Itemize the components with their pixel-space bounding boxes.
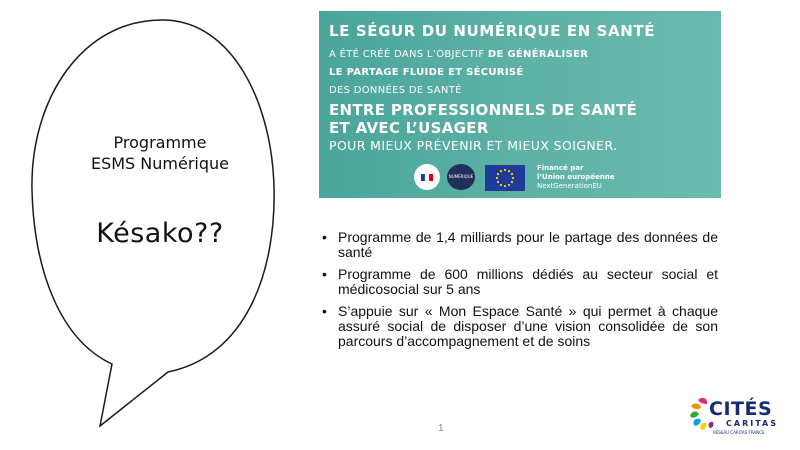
- bullet-marker: •: [322, 266, 327, 282]
- eu-flag-icon: [485, 165, 525, 191]
- cites-caritas-logo: [688, 394, 788, 444]
- banner-line5: ENTRE PROFESSIONNELS DE SANTÉ: [329, 101, 638, 119]
- ma-sante-numerique-logo: NUMÉRIQUE: [447, 164, 475, 190]
- logo-subtitle: CARITAS: [726, 419, 778, 428]
- bullet-list: [322, 230, 718, 356]
- france-flag-icon: [414, 164, 440, 190]
- bubble-title-line2: ESMS Numérique: [90, 154, 229, 173]
- bubble-text: [40, 132, 280, 249]
- france-relance-logo: [414, 164, 440, 190]
- banner-line7: POUR MIEUX PRÉVENIR ET MIEUX SOIGNER.: [329, 138, 618, 153]
- bullet-marker: •: [322, 229, 327, 245]
- banner-line3: LE PARTAGE FLUIDE ET SÉCURISÉ: [329, 67, 524, 78]
- bullet-marker: •: [322, 303, 327, 319]
- list-item: [322, 230, 718, 260]
- page-number: 1: [438, 423, 444, 434]
- bullet-text: Programme de 600 millions dédiés au secteur social et médicosocial sur 5 ans: [338, 266, 718, 297]
- logo-wordmark: CITÉS: [709, 398, 773, 420]
- bullet-text: Programme de 1,4 milliards pour le partage des données de santé: [338, 229, 718, 260]
- banner-line2: A ÉTÉ CRÉÉ DANS L’OBJECTIF DE GÉNÉRALISER: [329, 49, 589, 60]
- list-item: [322, 304, 718, 349]
- bullet-text: S’appuie sur « Mon Espace Santé » qui permet à chaque assuré social de disposer d’une vision consolidée de son parcours d’accompagnement et de soins: [338, 303, 718, 349]
- list-item: [322, 267, 718, 297]
- banner-line6: ET AVEC L’USAGER: [329, 119, 489, 137]
- banner-headline: LE SÉGUR DU NUMÉRIQUE EN SANTÉ: [329, 22, 656, 40]
- banner-line4: DES DONNÉES DE SANTÉ: [329, 85, 462, 96]
- bubble-question: Késako??: [96, 218, 224, 249]
- logo-tagline: RÉSEAU CARITAS FRANCE: [713, 430, 765, 435]
- eu-funding-text: Financé par l’Union européenne NextGenerationEU: [537, 164, 615, 190]
- segur-banner: [319, 11, 721, 198]
- bubble-title-line1: Programme: [113, 133, 207, 152]
